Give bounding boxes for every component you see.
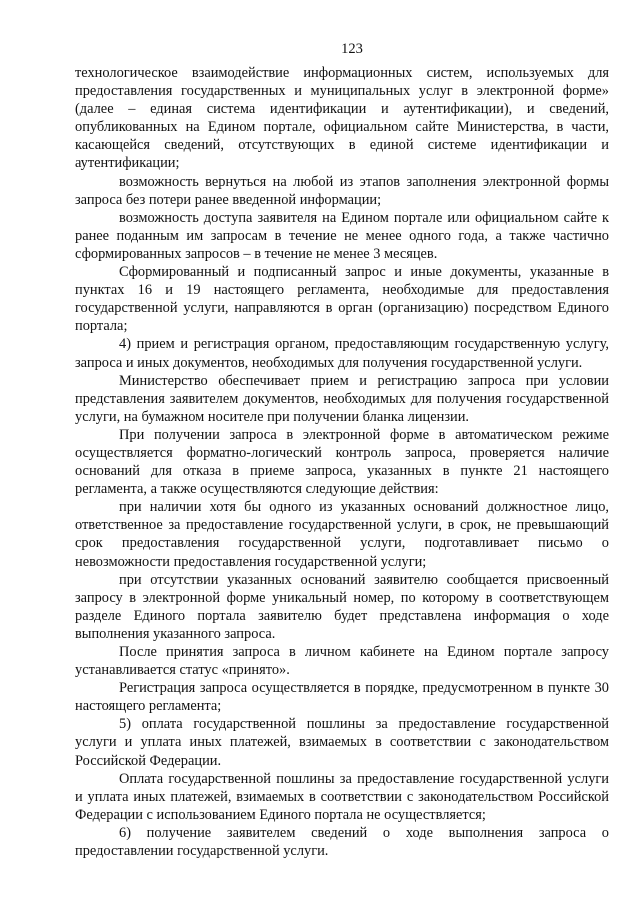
paragraph-8: при наличии хотя бы одного из указанных оснований должностное лицо, ответственное за предоставление государственной услуги, в срок, не превышающий срок предоставления государственной услуги, подготавливает письмо о невозможности предоставления государственной услуги;: [75, 499, 609, 570]
paragraph-1: технологическое взаимодействие информационных систем, используемых для предоставления государственных и муниципальных услуг в электронной форме» (далее – единая система идентификации и аутентификации), и сведений, опубликованных на Едином портале, официальном сайте Министерства, в части, касающейся сведений, отсутствующих в единой системе идентификации и аутентификации;: [75, 65, 609, 172]
paragraph-10: После принятия запроса в личном кабинете на Едином портале запросу устанавливается статус «принято».: [75, 644, 609, 679]
paragraph-6: Министерство обеспечивает прием и регистрацию запроса при условии представления заявителем документов, необходимых для получения государственной услуги, на бумажном носителе при получении бланка лицензии.: [75, 372, 609, 425]
paragraph-4: Сформированный и подписанный запрос и иные документы, указанные в пунктах 16 и 19 настоящего регламента, необходимые для предоставления государственной услуги, направляются в орган (организацию) посредством Единого портала;: [75, 264, 609, 335]
paragraph-2: возможность вернуться на любой из этапов заполнения электронной формы запроса без потери ранее введенной информации;: [75, 173, 609, 208]
document-body: [75, 64, 609, 860]
paragraph-11: Регистрация запроса осуществляется в порядке, предусмотренном в пункте 30 настоящего регламента;: [75, 680, 609, 715]
paragraph-14: 6) получение заявителем сведений о ходе выполнения запроса о предоставлении государственной услуги.: [75, 824, 609, 860]
paragraph-7: При получении запроса в электронной форме в автоматическом режиме осуществляется форматно-логический контроль запроса, проверяется наличие оснований для отказа в приеме запроса, указанных в пункте 21 настоящего регламента, а также осуществляются следующие действия:: [75, 426, 609, 498]
paragraph-5: 4) прием и регистрация органом, предоставляющим государственную услугу, запроса и иных документов, необходимых для получения государственной услуги.: [75, 336, 609, 371]
page-number: 123: [341, 41, 363, 57]
paragraph-12: 5) оплата государственной пошлины за предоставление государственной услуги и уплата иных платежей, взимаемых в соответствии с законодательством Российской Федерации.: [75, 716, 609, 769]
paragraph-9: при отсутствии указанных оснований заявителю сообщается присвоенный запросу в электронной форме уникальный номер, по которому в соответствующем разделе Единого портала заявителю будет представлена информация о ходе выполнения указанного запроса.: [75, 571, 609, 642]
paragraph-3: возможность доступа заявителя на Едином портале или официальном сайте к ранее поданным им запросам в течение не менее одного года, а также частично сформированных запросов – в течение не менее 3 месяцев.: [75, 209, 609, 262]
paragraph-13: Оплата государственной пошлины за предоставление государственной услуги и уплата иных платежей, взимаемых в соответствии с законодательством Российской Федерации с использованием Единого портала не осуществляется;: [75, 770, 609, 823]
